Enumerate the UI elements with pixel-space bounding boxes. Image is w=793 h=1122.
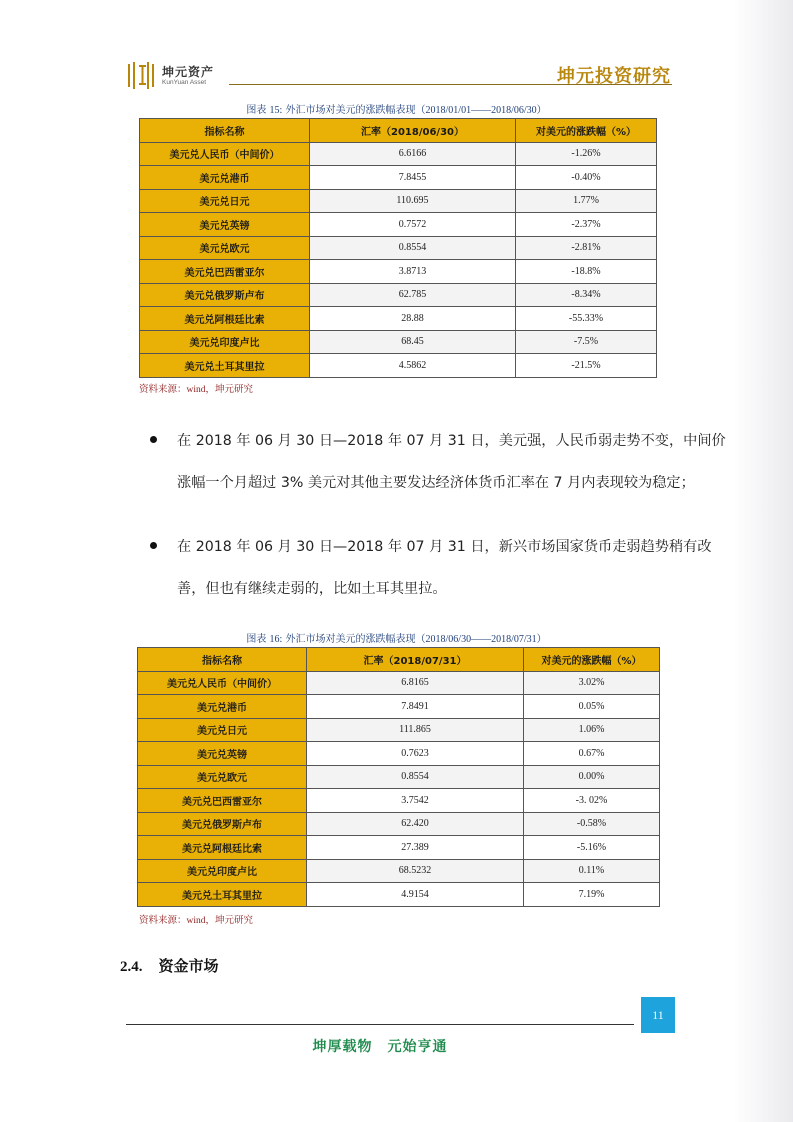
row-rate-value: 6.8165 bbox=[307, 671, 524, 695]
table-row bbox=[140, 213, 657, 237]
bullet-dot-icon bbox=[150, 436, 157, 443]
row-indicator-name: 美元兑欧元 bbox=[138, 765, 307, 789]
row-indicator-name: 美元兑英镑 bbox=[140, 213, 310, 237]
source-prefix: 资料来源： bbox=[139, 384, 187, 395]
row-change-value: -21.5% bbox=[516, 354, 657, 378]
row-rate-value: 0.7623 bbox=[307, 742, 524, 766]
caption-prefix: 图表 bbox=[246, 634, 267, 645]
bullet2-line2: 善，但也有继续走弱的，比如土耳其里拉。 bbox=[177, 581, 447, 597]
row-rate-value: 3.7542 bbox=[307, 789, 524, 813]
row-change-value: -18.8% bbox=[516, 260, 657, 284]
row-rate-value: 110.695 bbox=[310, 189, 516, 213]
table-row bbox=[140, 307, 657, 331]
row-indicator-name: 美元兑巴西雷亚尔 bbox=[138, 789, 307, 813]
caption-text: 外汇市场对美元的涨跌幅表现 bbox=[285, 634, 416, 645]
table-row bbox=[138, 883, 660, 907]
table2-source bbox=[139, 912, 253, 926]
table-row bbox=[140, 236, 657, 260]
row-indicator-name: 美元兑日元 bbox=[138, 718, 307, 742]
row-indicator-name: 美元兑土耳其里拉 bbox=[140, 354, 310, 378]
row-rate-value: 0.8554 bbox=[307, 765, 524, 789]
section-number: 2.4. bbox=[120, 959, 143, 975]
row-rate-value: 68.5232 bbox=[307, 859, 524, 883]
table2-caption bbox=[0, 630, 793, 645]
table-row bbox=[140, 283, 657, 307]
row-change-value: -0.40% bbox=[516, 166, 657, 190]
table-row bbox=[138, 742, 660, 766]
row-rate-value: 27.389 bbox=[307, 836, 524, 860]
caption-date-range: （2018/01/01——2018/06/30） bbox=[415, 105, 547, 116]
table-row bbox=[138, 718, 660, 742]
table-row bbox=[140, 142, 657, 166]
row-indicator-name: 美元兑英镑 bbox=[138, 742, 307, 766]
header-indicator: 指标名称 bbox=[138, 648, 307, 672]
bullet1-line1: 在 2018 年 06 月 30 日—2018 年 07 月 31 日，美元强，人民币弱走势不变，中间价 bbox=[177, 433, 726, 449]
source-name: wind bbox=[186, 916, 206, 926]
row-rate-value: 0.8554 bbox=[310, 236, 516, 260]
caption-number: 15: bbox=[269, 105, 283, 116]
header-change: 对美元的涨跌幅（%） bbox=[524, 648, 660, 672]
source-name: wind bbox=[186, 385, 206, 395]
table-row bbox=[140, 260, 657, 284]
logo-english-name: KunYuan Asset bbox=[162, 79, 207, 86]
row-change-value: -2.37% bbox=[516, 213, 657, 237]
fx-table-jul-2018 bbox=[137, 647, 660, 907]
row-rate-value: 6.6166 bbox=[310, 142, 516, 166]
header-rate: 汇率（2018/07/31） bbox=[307, 648, 524, 672]
row-indicator-name: 美元兑港币 bbox=[138, 695, 307, 719]
header-indicator: 指标名称 bbox=[140, 119, 310, 143]
row-change-value: -2.81% bbox=[516, 236, 657, 260]
row-rate-value: 4.5862 bbox=[310, 354, 516, 378]
table-header-row bbox=[140, 119, 657, 143]
table1-caption bbox=[0, 101, 793, 116]
fx-table-h1-2018 bbox=[139, 118, 657, 378]
row-indicator-name: 美元兑港币 bbox=[140, 166, 310, 190]
row-rate-value: 4.9154 bbox=[307, 883, 524, 907]
page-number-badge: 11 bbox=[641, 997, 675, 1033]
table-row bbox=[138, 812, 660, 836]
row-indicator-name: 美元兑巴西雷亚尔 bbox=[140, 260, 310, 284]
company-logo bbox=[126, 58, 236, 94]
source-prefix: 资料来源： bbox=[139, 915, 187, 926]
logo-chinese-name: 坤元资产 bbox=[162, 65, 215, 79]
table-row bbox=[140, 330, 657, 354]
caption-prefix: 图表 bbox=[246, 105, 267, 116]
row-change-value: -5.16% bbox=[524, 836, 660, 860]
section-heading bbox=[120, 955, 219, 976]
table-row bbox=[138, 671, 660, 695]
row-change-value: 0.11% bbox=[524, 859, 660, 883]
row-indicator-name: 美元兑阿根廷比索 bbox=[140, 307, 310, 331]
source-suffix: ，坤元研究 bbox=[205, 384, 254, 395]
row-change-value: 0.67% bbox=[524, 742, 660, 766]
table-row bbox=[138, 789, 660, 813]
row-indicator-name: 美元兑印度卢比 bbox=[140, 330, 310, 354]
footer-rule bbox=[126, 1024, 634, 1025]
row-change-value: 0.00% bbox=[524, 765, 660, 789]
page-edge-shading bbox=[733, 0, 793, 1122]
row-change-value: 3.02% bbox=[524, 671, 660, 695]
row-indicator-name: 美元兑欧元 bbox=[140, 236, 310, 260]
report-series-title: 坤元投资研究 bbox=[557, 66, 671, 87]
row-indicator-name: 美元兑土耳其里拉 bbox=[138, 883, 307, 907]
row-change-value: 1.06% bbox=[524, 718, 660, 742]
caption-text: 外汇市场对美元的涨跌幅表现 bbox=[285, 105, 416, 116]
table1-source bbox=[139, 381, 253, 395]
row-change-value: 1.77% bbox=[516, 189, 657, 213]
row-rate-value: 7.8491 bbox=[307, 695, 524, 719]
row-change-value: -1.26% bbox=[516, 142, 657, 166]
table-row bbox=[138, 765, 660, 789]
row-rate-value: 68.45 bbox=[310, 330, 516, 354]
row-rate-value: 28.88 bbox=[310, 307, 516, 331]
bullet-dot-icon bbox=[150, 542, 157, 549]
row-rate-value: 62.420 bbox=[307, 812, 524, 836]
caption-date-range: （2018/06/30——2018/07/31） bbox=[415, 634, 547, 645]
row-change-value: -0.58% bbox=[524, 812, 660, 836]
row-indicator-name: 美元兑人民币（中间价） bbox=[138, 671, 307, 695]
row-change-value: -3. 02% bbox=[524, 789, 660, 813]
table-row bbox=[140, 166, 657, 190]
row-indicator-name: 美元兑印度卢比 bbox=[138, 859, 307, 883]
bullet2-line1: 在 2018 年 06 月 30 日—2018 年 07 月 31 日，新兴市场国家货币走弱趋势稍有改 bbox=[177, 539, 712, 555]
row-rate-value: 111.865 bbox=[307, 718, 524, 742]
logo-mark-icon bbox=[126, 60, 156, 90]
caption-number: 16: bbox=[269, 634, 283, 645]
section-title: 资金市场 bbox=[158, 957, 219, 975]
row-change-value: 0.05% bbox=[524, 695, 660, 719]
row-indicator-name: 美元兑俄罗斯卢布 bbox=[138, 812, 307, 836]
table-row bbox=[140, 354, 657, 378]
row-change-value: 7.19% bbox=[524, 883, 660, 907]
row-rate-value: 3.8713 bbox=[310, 260, 516, 284]
header-change: 对美元的涨跌幅（%） bbox=[516, 119, 657, 143]
bullet1-line2: 涨幅一个月超过 3% 美元对其他主要发达经济体货币汇率在 7 月内表现较为稳定； bbox=[177, 475, 695, 491]
row-indicator-name: 美元兑俄罗斯卢布 bbox=[140, 283, 310, 307]
row-change-value: -7.5% bbox=[516, 330, 657, 354]
row-indicator-name: 美元兑日元 bbox=[140, 189, 310, 213]
table-header-row bbox=[138, 648, 660, 672]
row-indicator-name: 美元兑人民币（中间价） bbox=[140, 142, 310, 166]
row-rate-value: 0.7572 bbox=[310, 213, 516, 237]
footer-motto: 坤厚载物 元始亨通 bbox=[312, 1039, 448, 1055]
table-row bbox=[140, 189, 657, 213]
header-rate: 汇率（2018/06/30） bbox=[310, 119, 516, 143]
table-row bbox=[138, 859, 660, 883]
row-change-value: -55.33% bbox=[516, 307, 657, 331]
row-change-value: -8.34% bbox=[516, 283, 657, 307]
row-rate-value: 62.785 bbox=[310, 283, 516, 307]
table-row bbox=[138, 695, 660, 719]
row-rate-value: 7.8455 bbox=[310, 166, 516, 190]
table-row bbox=[138, 836, 660, 860]
row-indicator-name: 美元兑阿根廷比索 bbox=[138, 836, 307, 860]
source-suffix: ，坤元研究 bbox=[205, 915, 254, 926]
